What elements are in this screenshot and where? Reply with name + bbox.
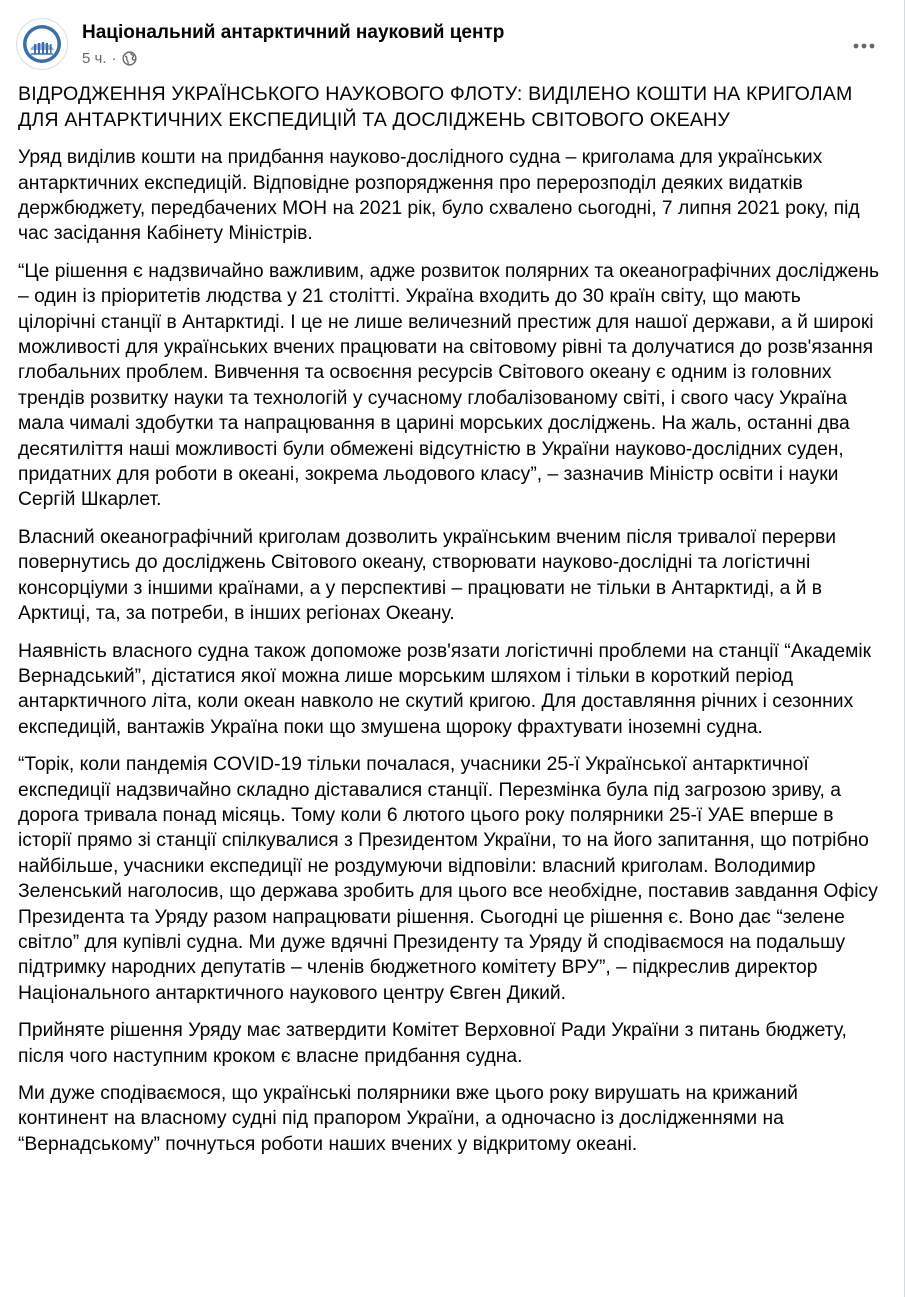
post-body: [18, 82, 880, 1169]
meta-separator: ·: [111, 50, 117, 67]
post-paragraph-2: “Це рішення є надзвичайно важливим, адже розвиток полярних та океанографічних досліджень – один із пріоритетів людства у 21 столітті. Україна входить до 30 країн світу, що мають цілорічні станції в Антарктиді. І це не лише величезний престиж для нашої держави, а й широкі можливості для українських вчених працювати на світовому рівні та долучатися до розв'язання глобальних проблем. Вивчення та освоєння ресурсів Світового океану є одним із головних трендів розвитку науки та технологій у сучасному глобалізованому світі, і свого часу Україна мала чималі здобутки та напрацювання в царині морських досліджень. На жаль, останні два десятиліття наші можливості були обмежені відсутністю в України науково-дослідних суден, придатних для роботи в океані, зокрема льодового класу”, – зазначив Міністр освіти і науки Сергій Шкарлет.: [18, 260, 880, 511]
page-name[interactable]: Національний антарктичний науковий центр: [82, 22, 505, 43]
post-paragraph-3: Власний океанографічний криголам дозволить українським вченим після тривалої перерви повернутись до досліджень Світового океану, створювати науково-дослідні та логістичні консорціуми з іншими країнами, а у перспективі – працювати не тільки в Антарктиді, а й в Арктиці, та, за потреби, в інших регіонах Океану.: [18, 526, 836, 625]
post-header: [16, 14, 886, 72]
post-paragraph-1: Уряд виділив кошти на придбання науково-дослідного судна – криголама для українських антарктичних експедицій. Відповідне розпорядження про перерозподіл деяких видатків держбюджету, передбачених МОН на 2021 рік, було схвалено сьогодні, 7 липня 2021 року, під час засідання Кабінету Міністрів.: [18, 147, 860, 245]
post-paragraph-6: Прийняте рішення Уряду має затвердити Комітет Верховної Ради України з питань бюджету, після чого наступним кроком є власне придбання судна.: [18, 1020, 847, 1067]
post-meta: [82, 50, 137, 67]
post-paragraph-4: Наявність власного судна також допоможе розв'язати логістичні проблеми на станції “Академік Вернадський”, дістатися якої можна лише морським шляхом і тільки в короткий період антарктичного літа, коли океан навколо не скутий кригою. Для доставляння річних і сезонних експедицій, вантажів Україна поки що змушена щороку фрахтувати іноземні судна.: [18, 640, 872, 738]
antarctic-center-logo-icon: [17, 19, 67, 69]
post-title: ВІДРОДЖЕННЯ УКРАЇНСЬКОГО НАУКОВОГО ФЛОТУ: ВИДІЛЕНО КОШТИ НА КРИГОЛАМ ДЛЯ АНТАРКТИЧНИХ ЕКСПЕДИЦІЙ ТА ДОСЛІДЖЕНЬ СВІТОВОГО ОКЕАНУ: [18, 83, 853, 131]
post-paragraph-7: Ми дуже сподіваємося, що українські полярники вже цього року вирушать на крижаний континент на власному судні під прапором України, а одночасно із дослідженнями на “Вернадському” почнуться роботи наших вчених у відкритому океані.: [18, 1083, 798, 1155]
globe-icon[interactable]: [122, 51, 137, 66]
more-options-button[interactable]: [846, 28, 882, 64]
post-timestamp[interactable]: 5 ч.: [82, 50, 107, 67]
page-avatar[interactable]: [16, 18, 68, 70]
post-paragraph-5: “Торік, коли пандемія COVID-19 тільки почалася, учасники 25-ї Української антарктичної експедиції надзвичайно складно діставалися станції. Перезмінка була під загрозою зриву, а дорога тривала понад місяць. Тому коли 6 лютого цього року полярники 25-ї УАЕ вперше в історії прямо зі станції спілкувалися з Президентом України, то на його запитання, що потрібно найбільше, учасники експедиції не роздумуючи відповіли: власний криголам. Володимир Зеленський наголосив, що держава зробить для цього все необхідне, поставив завдання Офісу Президента та Уряду разом напрацювати рішення. Сьогодні це рішення є. Воно дає “зелене світло” для купівлі судна. Ми дуже вдячні Президенту та Уряду й сподіваємося на подальшу підтримку народних депутатів – членів бюджетного комітету ВРУ”, – підкреслив директор Національного антарктичного наукового центру Євген Дикий.: [18, 754, 878, 1004]
more-horizontal-icon: [852, 42, 876, 50]
